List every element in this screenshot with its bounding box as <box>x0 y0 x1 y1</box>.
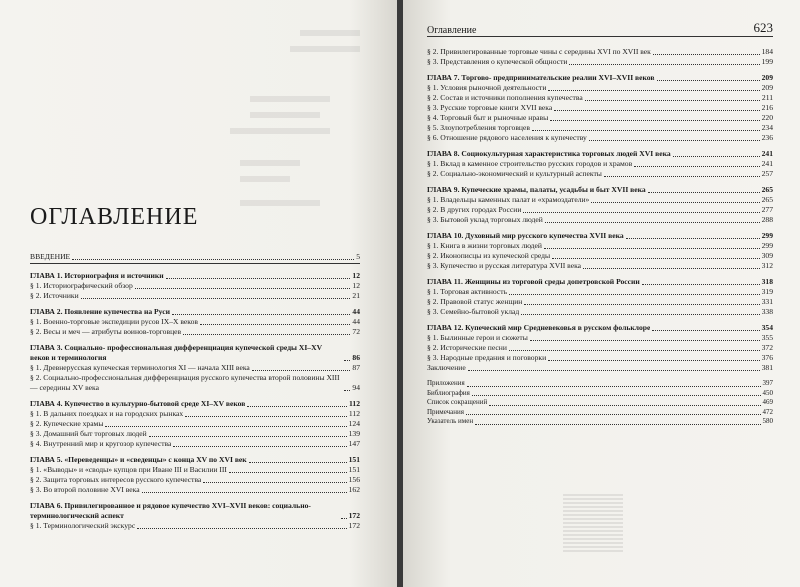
toc-entry[interactable] <box>30 429 360 439</box>
toc-leader-dots <box>183 334 350 335</box>
toc-leader-dots <box>648 192 760 193</box>
toc-entry[interactable] <box>427 169 773 179</box>
toc-page-number: 220 <box>761 113 773 122</box>
toc-leader-dots <box>634 166 759 167</box>
page-number: 623 <box>753 20 773 35</box>
toc-page-number: 354 <box>761 323 773 332</box>
toc-page-number: 331 <box>761 297 773 306</box>
toc-chapter-entry[interactable] <box>30 455 360 465</box>
toc-entry-title: ГЛАВА 7. Торгово- предпринимательские реалии XVI–XVII веков <box>427 73 655 82</box>
toc-list-right <box>427 47 773 427</box>
toc-leader-dots <box>72 259 354 260</box>
toc-page-number: 112 <box>349 399 360 408</box>
toc-entry-title: § 1. Историографический обзор <box>30 281 133 290</box>
toc-leader-dots <box>545 222 760 223</box>
toc-leader-dots <box>626 238 760 239</box>
toc-entry[interactable] <box>30 521 360 531</box>
toc-leader-dots <box>642 284 760 285</box>
toc-chapter-entry[interactable] <box>30 399 360 409</box>
toc-chapter-entry[interactable] <box>427 277 773 287</box>
toc-entry[interactable] <box>427 47 773 57</box>
toc-entry-title: § 2. Исторические песни <box>427 343 507 352</box>
toc-leader-dots <box>472 395 761 396</box>
toc-leader-dots <box>142 492 347 493</box>
toc-entry-title: Библиография <box>427 388 470 397</box>
toc-leader-dots <box>583 268 760 269</box>
toc-entry-title: ГЛАВА 8. Социокультурная характеристика торговых людей XVI века <box>427 149 671 158</box>
toc-entry[interactable] <box>30 409 360 419</box>
toc-chapter-entry[interactable] <box>427 323 773 333</box>
toc-entry[interactable] <box>427 398 773 408</box>
toc-page-number: 299 <box>761 241 773 250</box>
toc-leader-dots <box>135 288 351 289</box>
toc-leader-dots <box>604 176 760 177</box>
toc-entry-title: § 4. Торговый быт и рыночные нравы <box>427 113 549 122</box>
toc-entry-title: § 6. Отношение рядового населения к купечеству <box>427 133 587 142</box>
toc-entry-title: ГЛАВА 2. Появление купечества на Руси <box>30 307 170 316</box>
toc-entry-title: § 2. Защита торговых интересов русского купечества <box>30 475 202 484</box>
toc-page-number: 209 <box>761 73 773 82</box>
left-page <box>0 0 397 587</box>
toc-page-number: 87 <box>352 363 360 372</box>
toc-leader-dots <box>550 120 759 121</box>
toc-chapter-entry[interactable] <box>30 271 360 281</box>
toc-entry-title: ГЛАВА 12. Купеческий мир Средневековья в русском фольклоре <box>427 323 651 332</box>
toc-page-number: 147 <box>348 439 360 448</box>
toc-leader-dots <box>468 370 760 371</box>
toc-entry[interactable] <box>427 133 773 143</box>
toc-entry[interactable] <box>30 252 360 262</box>
toc-leader-dots <box>229 472 347 473</box>
toc-entry[interactable] <box>427 113 773 123</box>
running-header <box>427 22 773 37</box>
toc-entry[interactable] <box>30 363 360 373</box>
toc-chapter-entry[interactable] <box>427 149 773 159</box>
toc-page-number: 265 <box>761 195 773 204</box>
toc-entry[interactable] <box>30 317 360 327</box>
toc-page-number: 376 <box>761 353 773 362</box>
toc-entry-title: ГЛАВА 10. Духовный мир русского купечества XVII века <box>427 231 624 240</box>
toc-entry-title: ГЛАВА 11. Женщины из торговой среды допетровской России <box>427 277 640 286</box>
toc-leader-dots <box>252 370 351 371</box>
toc-entry[interactable] <box>427 241 773 251</box>
toc-entry[interactable] <box>427 195 773 205</box>
toc-page-number: 172 <box>348 521 360 530</box>
toc-leader-dots <box>589 140 760 141</box>
toc-list-left <box>30 252 360 531</box>
toc-leader-dots <box>105 426 346 427</box>
toc-entry[interactable] <box>427 417 773 427</box>
toc-page-number: 21 <box>352 291 360 300</box>
toc-entry[interactable] <box>30 475 360 485</box>
toc-entry[interactable] <box>427 353 773 363</box>
toc-leader-dots <box>185 416 347 417</box>
toc-entry-title: ГЛАВА 1. Историография и источники <box>30 271 164 280</box>
toc-entry[interactable] <box>427 363 773 373</box>
toc-page-number: 156 <box>348 475 360 484</box>
toc-leader-dots <box>657 80 760 81</box>
toc-entry-title: Примечания <box>427 407 465 416</box>
toc-leader-dots <box>81 298 351 299</box>
toc-leader-dots <box>344 360 350 361</box>
toc-leader-dots <box>173 446 346 447</box>
toc-entry-title: § 3. Во второй половине XVI века <box>30 485 140 494</box>
toc-entry-title: § 1. Былинные герои и сюжеты <box>427 333 528 342</box>
toc-page-number: 265 <box>761 185 773 194</box>
toc-leader-dots <box>591 202 759 203</box>
library-stamp-show-through <box>563 492 623 552</box>
toc-entry-title: ГЛАВА 3. Социально- профессиональная дифференциация купеческой среды XI–XV веков и терминология <box>30 343 322 362</box>
toc-entry-title: § 2. Социально-экономический и культурный аспекты <box>427 169 602 178</box>
toc-entry-title: § 2. Привилегированные торговые чины с середины XVI по XVII век <box>427 47 651 56</box>
toc-leader-dots <box>344 390 350 391</box>
toc-entry[interactable] <box>30 439 360 449</box>
toc-page-number: 319 <box>761 287 773 296</box>
toc-leader-dots <box>509 294 760 295</box>
toc-leader-dots <box>554 110 759 111</box>
toc-entry-title: ВВЕДЕНИЕ <box>30 252 71 261</box>
toc-page-number: 257 <box>761 169 773 178</box>
toc-leader-dots <box>524 304 759 305</box>
toc-leader-dots <box>200 324 350 325</box>
toc-page-number: 338 <box>761 307 773 316</box>
toc-page-number: 216 <box>761 103 773 112</box>
toc-page-number: 469 <box>762 398 773 407</box>
toc-leader-dots <box>585 100 760 101</box>
toc-leader-dots <box>172 314 350 315</box>
toc-entry[interactable] <box>427 287 773 297</box>
toc-page-number: 151 <box>348 455 360 464</box>
toc-leader-dots <box>523 212 759 213</box>
toc-page-number: 199 <box>761 57 773 66</box>
toc-leader-dots <box>509 350 760 351</box>
toc-entry[interactable] <box>427 408 773 418</box>
toc-entry[interactable] <box>30 291 360 301</box>
toc-leader-dots <box>653 54 760 55</box>
toc-entry-title: § 1. Условия рыночной деятельности <box>427 83 547 92</box>
toc-page-number: 151 <box>348 465 360 474</box>
toc-entry-title: Список сокращений <box>427 398 488 407</box>
toc-leader-dots <box>548 90 759 91</box>
toc-entry-title: § 2. В других городах России <box>427 205 522 214</box>
toc-entry[interactable] <box>427 297 773 307</box>
toc-chapter-entry[interactable] <box>30 501 360 521</box>
toc-entry[interactable] <box>427 83 773 93</box>
toc-page-number: 397 <box>762 379 773 387</box>
toc-entry[interactable] <box>427 343 773 353</box>
toc-page-number: 355 <box>761 333 773 342</box>
toc-leader-dots <box>530 340 760 341</box>
toc-entry[interactable] <box>427 307 773 317</box>
toc-entry-title: § 3. Купечество и русская литература XVII века <box>427 261 582 270</box>
toc-chapter-entry[interactable] <box>30 343 360 363</box>
running-header-title: Оглавление <box>427 25 477 36</box>
toc-page-number: 580 <box>762 417 773 426</box>
toc-entry[interactable] <box>30 419 360 429</box>
toc-chapter-entry[interactable] <box>30 307 360 317</box>
toc-entry[interactable] <box>30 373 360 393</box>
toc-page-number: 172 <box>348 511 360 520</box>
toc-entry-title: § 2. Источники <box>30 291 79 300</box>
toc-leader-dots <box>652 330 759 331</box>
toc-entry[interactable] <box>427 215 773 225</box>
toc-leader-dots <box>203 482 346 483</box>
toc-entry[interactable] <box>427 333 773 343</box>
toc-page-number: 472 <box>762 407 773 416</box>
toc-page-number: 381 <box>761 363 773 372</box>
toc-page-number: 372 <box>761 343 773 352</box>
toc-leader-dots <box>521 314 759 315</box>
toc-page-number: 312 <box>761 261 773 270</box>
toc-page-number: 44 <box>352 317 360 326</box>
toc-page-number: 241 <box>761 149 773 158</box>
toc-entry-title: § 1. В дальних поездках и на городских рынках <box>30 409 184 418</box>
toc-page-number: 72 <box>352 327 360 336</box>
toc-entry-title: § 2. Купеческие храмы <box>30 419 104 428</box>
toc-leader-dots <box>475 424 760 425</box>
toc-leader-dots <box>673 156 760 157</box>
toc-entry[interactable] <box>427 261 773 271</box>
toc-leader-dots <box>489 405 760 406</box>
toc-entry[interactable] <box>427 251 773 261</box>
toc-entry-title: § 1. Торговая активность <box>427 287 508 296</box>
toc-page-number: 112 <box>348 409 360 418</box>
toc-chapter-entry[interactable] <box>427 73 773 83</box>
toc-entry-title: ГЛАВА 9. Купеческие храмы, палаты, усадьбы и быт XVII века <box>427 185 646 194</box>
toc-leader-dots <box>467 386 761 387</box>
toc-entry-title: § 3. Народные предания и поговорки <box>427 353 547 362</box>
toc-page-number: 86 <box>352 353 360 362</box>
toc-entry[interactable] <box>30 485 360 495</box>
toc-entry-title: Заключение <box>427 363 466 372</box>
toc-page-number: 277 <box>761 205 773 214</box>
toc-page-number: 318 <box>761 277 773 286</box>
toc-entry-title: Указатель имен <box>427 417 474 426</box>
toc-entry[interactable] <box>427 379 773 389</box>
toc-entry-title: § 3. Русские торговые книги XVII века <box>427 103 553 112</box>
toc-page-number: 288 <box>761 215 773 224</box>
toc-page-number: 211 <box>761 93 773 102</box>
toc-entry-title: § 2. Правовой статус женщин <box>427 297 523 306</box>
toc-leader-dots <box>466 414 760 415</box>
toc-entry[interactable] <box>427 103 773 113</box>
toc-page-number: 236 <box>761 133 773 142</box>
toc-entry-title: § 3. Домашний быт торговых людей <box>30 429 147 438</box>
toc-entry-title: § 1. «Выводы» и «своды» купцов при Иване III и Василии III <box>30 465 227 474</box>
toc-entry-title: § 1. Книга в жизни торговых людей <box>427 241 542 250</box>
right-page <box>403 0 800 587</box>
toc-leader-dots <box>532 130 760 131</box>
toc-entry-title: ГЛАВА 6. Привилегированное и рядовое купечество XVI–XVII веков: социально-терминологический аспект <box>30 501 311 520</box>
toc-entry-title: § 2. Весы и меч — атрибуты воинов-торговцев <box>30 327 182 336</box>
toc-entry-title: § 4. Внутренний мир и кругозор купечества <box>30 439 172 448</box>
toc-page-number: 44 <box>352 307 360 316</box>
toc-entry[interactable] <box>427 389 773 399</box>
toc-entry-title: § 1. Владельцы каменных палат и «храмоздатели» <box>427 195 590 204</box>
toc-entry-title: § 2. Состав и источники пополнения купечества <box>427 93 583 102</box>
toc-page-number: 12 <box>352 271 360 280</box>
toc-page-number: 124 <box>348 419 360 428</box>
toc-entry-title: § 1. Древнерусская купеческая терминология XI — начала XIII века <box>30 363 250 372</box>
toc-entry[interactable] <box>30 465 360 475</box>
toc-leader-dots <box>569 64 759 65</box>
toc-entry-title: § 3. Бытовой уклад торговых людей <box>427 215 543 224</box>
toc-page-number: 184 <box>761 47 773 56</box>
toc-leader-dots <box>137 528 346 529</box>
toc-leader-dots <box>341 518 347 519</box>
toc-page-number: 309 <box>761 251 773 260</box>
toc-entry[interactable] <box>427 57 773 67</box>
toc-leader-dots <box>548 360 759 361</box>
toc-page-number: 450 <box>762 388 773 397</box>
toc-leader-dots <box>544 248 760 249</box>
toc-entry-title: § 2. Иконописцы из купеческой среды <box>427 251 551 260</box>
toc-chapter-entry[interactable] <box>427 231 773 241</box>
toc-entry-title: § 1. Военно-торговые экспедиции русов IX–X веков <box>30 317 198 326</box>
toc-entry-title: Приложения <box>427 379 465 387</box>
toc-page-number: 12 <box>352 281 360 290</box>
toc-entry[interactable] <box>427 93 773 103</box>
toc-separator <box>30 263 360 264</box>
toc-page-number: 5 <box>356 252 360 261</box>
toc-entry-title: § 3. Представления о купеческой общности <box>427 57 568 66</box>
toc-entry-title: § 3. Семейно-бытовой уклад <box>427 307 520 316</box>
toc-entry-title: ГЛАВА 5. «Переведенцы» и «сведенцы» с конца XV по XVI век <box>30 455 247 464</box>
toc-page-number: 162 <box>348 485 360 494</box>
toc-entry-title: ГЛАВА 4. Купечество в культурно-бытовой среде XI–XV веков <box>30 399 246 408</box>
toc-leader-dots <box>249 462 347 463</box>
toc-page-number: 299 <box>761 231 773 240</box>
toc-entry-title: § 1. Терминологический экскурс <box>30 521 136 530</box>
toc-page-number: 139 <box>348 429 360 438</box>
toc-entry-title: § 5. Злоупотребления торговцев <box>427 123 530 132</box>
toc-entry-title: § 1. Вклад в каменное строительство русских городов и храмов <box>427 159 633 168</box>
toc-entry[interactable] <box>30 281 360 291</box>
toc-page-number: 241 <box>761 159 773 168</box>
toc-leader-dots <box>149 436 347 437</box>
toc-entry[interactable] <box>427 159 773 169</box>
toc-page-number: 94 <box>352 383 360 392</box>
toc-leader-dots <box>552 258 760 259</box>
toc-title: ОГЛАВЛЕНИЕ <box>30 204 199 230</box>
toc-chapter-entry[interactable] <box>427 185 773 195</box>
toc-entry-title: § 2. Социально-профессиональная дифференциация русского купечества второй половины XIII — середины XV века <box>30 373 340 392</box>
toc-page-number: 234 <box>761 123 773 132</box>
toc-entry[interactable] <box>30 327 360 337</box>
toc-page-number: 209 <box>761 83 773 92</box>
toc-entry[interactable] <box>427 123 773 133</box>
toc-leader-dots <box>166 278 351 279</box>
toc-leader-dots <box>247 406 347 407</box>
toc-entry[interactable] <box>427 205 773 215</box>
